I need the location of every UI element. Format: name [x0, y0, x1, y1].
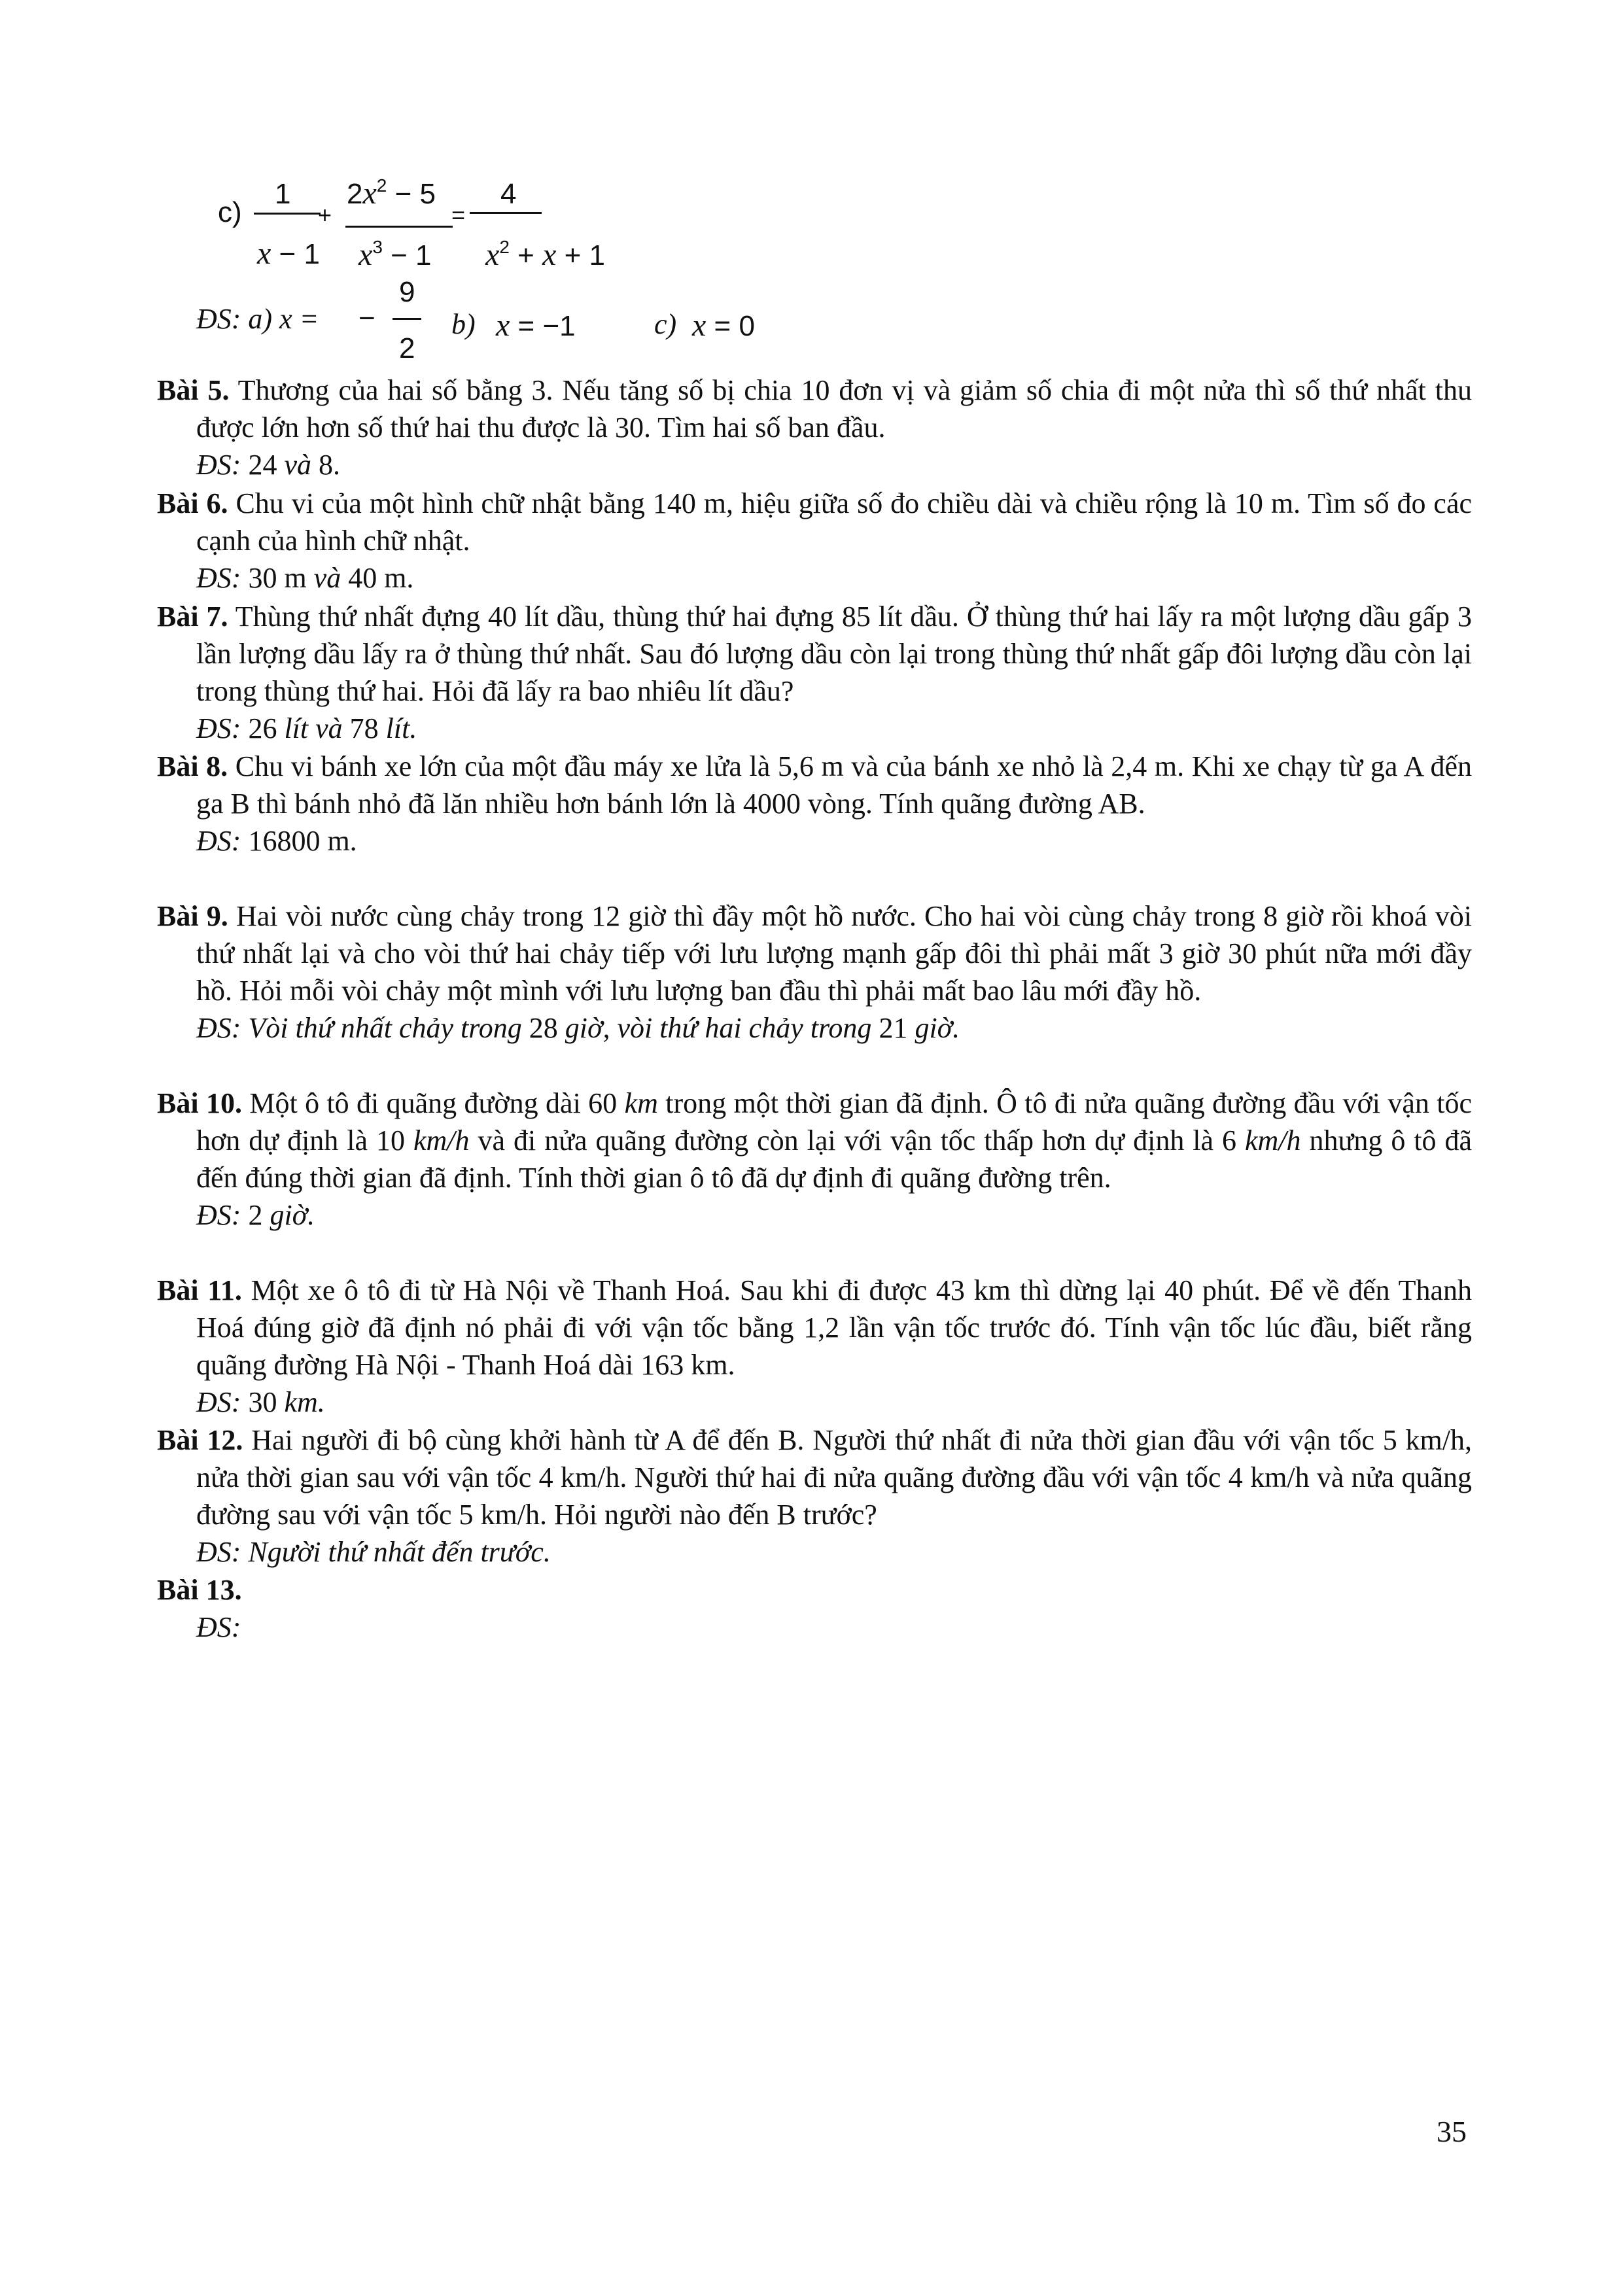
- part-c-label: c): [218, 196, 242, 228]
- answer-a-lead: ĐS: a) x =: [196, 303, 319, 335]
- fraction-3-denominator: $x^2 + x + 1$: [485, 237, 605, 272]
- problem-number: Bài 5.: [157, 374, 230, 406]
- minus-sign: −: [358, 302, 375, 334]
- problem-text: Hai người đi bộ cùng khởi hành từ A để đến B. Người thứ nhất đi nửa thời gian đầu với vận tốc 5 km/h, nửa thời gian sau với vận tốc 4 km/h. Người thứ hai đi nửa quãng đường đầu với vận tốc 4 km/h và nửa quãng đường sau với vận tốc 5 km/h. Hỏi người nào đến B trước?: [196, 1424, 1473, 1531]
- problem-text: Thùng thứ nhất đựng 40 lít dầu, thùng thứ hai đựng 85 lít dầu. Ở thùng thứ hai lấy ra một lượng dầu gấp 3 lần lượng dầu lấy ra ở thùng thứ nhất. Sau đó lượng dầu còn lại trong thùng thứ nhất gấp đôi lượng dầu còn lại trong thùng thứ hai. Hỏi đã lấy ra bao nhiêu lít dầu?: [196, 600, 1472, 707]
- problem-text: Chu vi bánh xe lớn của một đầu máy xe lửa là 5,6 m và của bánh xe nhỏ là 2,4 m. Khi xe chạy từ ga A đến ga B thì bánh nhỏ đã lăn nhiều hơn bánh lớn là 4000 vòng. Tính quãng đường AB.: [196, 750, 1473, 820]
- problem-text: Hai vòi nước cùng chảy trong 12 giờ thì đầy một hồ nước. Cho hai vòi cùng chảy trong 8 giờ rồi khoá vòi thứ nhất lại và cho vòi thứ hai chảy tiếp với lưu lượng mạnh gấp đôi thì phải mất 3 giờ 30 phút nữa mới đầy hồ. Hỏi mỗi vòi chảy một mình với lưu lượng ban đầu thì phải mất bao lâu mới đầy hồ.: [196, 900, 1472, 1007]
- problem-text: Thương của hai số bằng 3. Nếu tăng số bị chia 10 đơn vị và giảm số chia đi một nửa thì số thứ nhất thu được lớn hơn số thứ hai thu được là 30. Tìm hai số ban đầu.: [196, 374, 1472, 444]
- problem-number: Bài 10.: [157, 1087, 242, 1119]
- fraction-bar: [345, 226, 453, 228]
- problem-number: Bài 12.: [157, 1424, 243, 1456]
- plus-sign: +: [318, 201, 332, 228]
- answer-c-label: c): [654, 308, 677, 340]
- fraction-1-numerator: 1: [275, 178, 291, 210]
- problem-11: [157, 1272, 1472, 1421]
- problem-number: Bài 6.: [157, 487, 228, 519]
- problem-5: [157, 372, 1472, 483]
- problem-answer: ĐS: 30 m và 40 m.: [196, 562, 414, 594]
- problem-number: Bài 11.: [157, 1274, 242, 1306]
- fraction-2-numerator: $2x^2 - 5$: [347, 175, 436, 211]
- problem-answer: ĐS: Vòi thứ nhất chảy trong 28 giờ, vòi thứ hai chảy trong 21 giờ.: [196, 1012, 960, 1044]
- page-number: 35: [1437, 2115, 1467, 2148]
- problem-answer: ĐS:: [196, 1611, 241, 1643]
- problem-10: Bài 10. Một ô tô đi quãng đường dài 60 km trong một thời gian đã định. Ô tô đi nửa quãng đường đầu với vận tốc hơn dự định là 10 km/h và đi nửa quãng đường còn lại với vận tốc thấp hơn dự định là 6 km/h nhưng ô tô đã đến đúng thời gian đã định. Tính thời gian ô tô đã dự định đi quãng đường trên. ĐS: 2 giờ.: [157, 1085, 1472, 1234]
- problem-text: Chu vi của một hình chữ nhật bằng 140 m, hiệu giữa số đo chiều dài và chiều rộng là 10 m. Tìm số đo các cạnh của hình chữ nhật.: [196, 487, 1473, 557]
- problem-answer: ĐS: 26 lít và 78 lít.: [196, 712, 417, 744]
- fraction-bar: [470, 212, 542, 214]
- problem-number: Bài 9.: [157, 900, 228, 932]
- problem-text: Một xe ô tô đi từ Hà Nội về Thanh Hoá. Sau khi đi được 43 km thì dừng lại 40 phút. Để về đến Thanh Hoá đúng giờ đã định nó phải đi với vận tốc bằng 1,2 lần vận tốc trước đó. Tính vận tốc lúc đầu, biết rằng quãng đường Hà Nội - Thanh Hoá dài 163 km.: [196, 1274, 1472, 1381]
- problem-13: [157, 1571, 1472, 1646]
- fraction-numerator: 9: [399, 276, 415, 308]
- problem-number: Bài 8.: [157, 750, 228, 782]
- fraction-3-numerator: 4: [500, 178, 517, 210]
- problem-8: [157, 748, 1472, 860]
- problem-7: [157, 598, 1472, 747]
- problem-9: [157, 897, 1472, 1047]
- answer-b-label: b): [451, 308, 476, 340]
- fraction-denominator: 2: [399, 332, 415, 364]
- problem-answer: ĐS: 24 và 8.: [196, 449, 340, 481]
- problem-number: Bài 7.: [157, 600, 228, 633]
- problem-answer: ĐS: 30 km.: [196, 1386, 325, 1418]
- answer-b-value: x = −1: [496, 308, 576, 343]
- problem-6: [157, 485, 1472, 597]
- fraction-1-denominator: x − 1: [257, 236, 320, 271]
- problem-12: [157, 1421, 1472, 1571]
- equals-sign: =: [451, 201, 466, 228]
- problem-number: Bài 13.: [157, 1574, 242, 1606]
- problem-answer: ĐS: 16800 m.: [196, 825, 357, 857]
- problem-answer: ĐS: 2 giờ.: [196, 1199, 315, 1231]
- fraction-bar: [393, 318, 421, 320]
- answer-c-value: x = 0: [692, 308, 755, 343]
- fraction-bar: [254, 213, 321, 215]
- problem-answer: ĐS: Người thứ nhất đến trước.: [196, 1536, 551, 1568]
- fraction-2-denominator: $x^3 - 1$: [358, 237, 432, 272]
